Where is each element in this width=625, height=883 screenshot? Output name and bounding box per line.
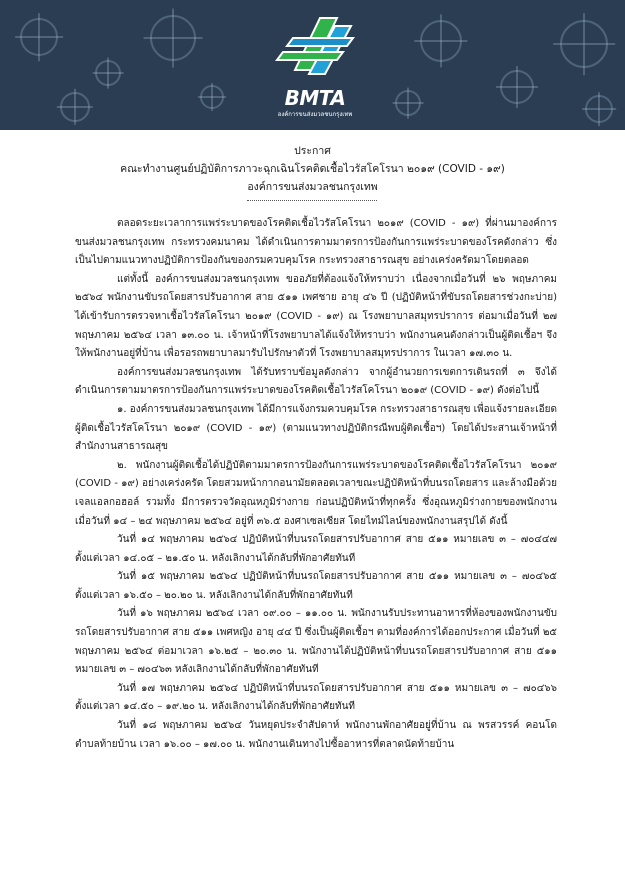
list-item: ๑. องค์การขนส่งมวลชนกรุงเทพ ได้มีการแจ้งกรมควบคุมโรค กระทรวงสาธารณสุข เพื่อแจ้งรายละเอียดผู้ติดเชื้อไวรัสโคโรนา ๒๐๑๙ (COVID - ๑๙) (ตามแนวทางปฏิบัติกรณีพบผู้ติดเชื้อฯ) โดยได้ประสานเจ้าหน้าที่สำนักงานสาธารณสุข (75, 403, 557, 453)
virus-decoration-icon (420, 20, 462, 62)
virus-decoration-icon (60, 92, 90, 122)
timeline-entry: วันที่ ๑๔ พฤษภาคม ๒๕๖๔ ปฏิบัติหน้าที่บนรถโดยสารปรับอากาศ สาย ๕๑๑ หมายเลข ๓ – ๗๐๔๔๗ ตั้งแต่เวลา ๑๔.๐๕ – ๒๑.๕๐ น. หลังเลิกงานได้กลับที่พักอาศัยทันที (75, 534, 557, 564)
virus-decoration-icon (150, 15, 196, 61)
timeline-entry: วันที่ ๑๕ พฤษภาคม ๒๕๖๔ ปฏิบัติหน้าที่บนรถโดยสารปรับอากาศ สาย ๕๑๑ หมายเลข ๓ – ๗๐๔๖๕ ตั้งแต่เวลา ๑๖.๕๐ – ๒๐.๒๐ น. หลังเลิกงานได้กลับที่พักอาศัยทันที (75, 571, 557, 601)
announcement-label: ประกาศ (294, 145, 331, 157)
virus-decoration-icon (585, 95, 613, 123)
timeline-entry: วันที่ ๑๘ พฤษภาคม ๒๕๖๔ วันหยุดประจำสัปดาห์ พนักงานพักอาศัยอยู่ที่บ้าน ณ พรสวรรค์ คอนโด ตำบลท้ายบ้าน เวลา ๑๖.๐๐ – ๑๗.๐๐ น. พนักงานเดินทางไปซื้ออาหารที่ตลาดนัดท้ายบ้าน (75, 720, 557, 750)
header-banner (0, 0, 625, 130)
virus-decoration-icon (395, 90, 421, 116)
announcement-title: คณะทำงานศูนย์ปฏิบัติการภาวะฉุกเฉินโรคติดเชื้อไวรัสโคโรนา ๒๐๑๙ (COVID - ๑๙) (120, 163, 505, 175)
virus-decoration-icon (20, 18, 58, 56)
paragraph: องค์การขนส่งมวลชนกรุงเทพ ได้รับทราบข้อมูลดังกล่าว จากผู้อำนวยการเขตการเดินรถที่ ๓ จึงได้ดำเนินการตามมาตรการป้องกันการแพร่ระบาดของโรคติดเชื้อไวรัสโคโรนา ๒๐๑๙ (COVID - ๑๙) ดังต่อไปนี้ (75, 366, 557, 397)
virus-decoration-icon (560, 20, 608, 68)
logo-subtitle: องค์การขนส่งมวลชนกรุงเทพ (277, 111, 353, 118)
virus-decoration-icon (95, 60, 121, 86)
list-item: ๒. พนักงานผู้ติดเชื้อได้ปฏิบัติตามมาตรการป้องกันการแพร่ระบาดของโรคติดเชื้อไวรัสโคโรนา ๒๐๑๙ (COVID - ๑๙) อย่างเคร่งครัด โดยสวมหน้ากากอนามัยตลอดเวลาขณะปฏิบัติหน้าที่บนรถโดยสาร และล้างมือด้วยเจลแอลกอฮอล์ รวมทั้ง มีการตรวจวัดอุณหภูมิร่างกาย ก่อนปฏิบัติหน้าที่ทุกครั้ง ซึ่งอุณหภูมิร่างกายของพนักงาน เมื่อวันที่ ๑๔ – ๒๔ พฤษภาคม ๒๕๖๔ อยู่ที่ ๓๖.๕ องศาเซลเซียส โดยไทม์ไลน์ของพนักงานสรุปได้ ดังนี้ (75, 459, 557, 527)
paragraph: แต่ทั้งนี้ องค์การขนส่งมวลชนกรุงเทพ ขออภัยที่ต้องแจ้งให้ทราบว่า เนื่องจากเมื่อวันที่ ๒๖ พฤษภาคม ๒๕๖๔ พนักงานขับรถโดยสารปรับอากาศ สาย ๕๑๑ เพศชาย อายุ ๔๖ ปี (ปฏิบัติหน้าที่ขับรถโดยสารช่วงกะบ่าย) ได้เข้ารับการตรวจหาเชื้อไวรัสโคโรนา ๒๐๑๙ (COVID - ๑๙) ณ โรงพยาบาลสมุทรปราการ ต่อมาเมื่อวันที่ ๒๗ พฤษภาคม ๒๕๖๔ เวลา ๑๓.๐๐ น. เจ้าหน้าที่โรงพยาบาลได้แจ้งให้ทราบว่า พนักงานคนดังกล่าวเป็นผู้ติดเชื้อฯ จึงให้พนักงานอยู่ที่บ้าน เพื่อรอรถพยาบาลมารับไปรักษาตัวที่ โรงพยาบาลสมุทรปราการ ในเวลา ๑๗.๓๐ น. (75, 273, 557, 360)
announcement-header (30, 142, 595, 196)
timeline-entry: วันที่ ๑๗ พฤษภาคม ๒๕๖๔ ปฏิบัติหน้าที่บนรถโดยสารปรับอากาศ สาย ๕๑๑ หมายเลข ๓ – ๗๐๔๖๖ ตั้งแต่เวลา ๑๔.๕๐ – ๑๙.๒๐ น. หลังเลิกงานได้กลับที่พักอาศัยทันที (75, 682, 557, 713)
bmta-emblem-icon (265, 8, 365, 88)
virus-decoration-icon (500, 70, 534, 104)
timeline-entry: วันที่ ๑๖ พฤษภาคม ๒๕๖๔ เวลา ๐๙.๐๐ – ๑๑.๐๐ น. พนักงานรับประทานอาหารที่ห้องของพนักงานขับรถโดยสารปรับอากาศ สาย ๕๑๑ เพศหญิง อายุ ๔๔ ปี ซึ่งเป็นผู้ติดเชื้อฯ ตามที่องค์การได้ออกประกาศ เมื่อวันที่ ๒๕ พฤษภาคม ๒๕๖๔ ต่อมาเวลา ๑๖.๒๕ – ๒๐.๓๐ น. พนักงานได้ปฏิบัติหน้าที่บนรถโดยสารปรับอากาศ สาย ๕๑๑ หมายเลข ๓ – ๗๐๔๖๓ หลังเลิกงานได้กลับที่พักอาศัยทันที (75, 608, 557, 676)
dotted-divider (247, 200, 377, 201)
virus-decoration-icon (200, 85, 224, 109)
organization-name: องค์การขนส่งมวลชนกรุงเทพ (247, 181, 378, 193)
bmta-logo (265, 8, 365, 126)
paragraph: ตลอดระยะเวลาการแพร่ระบาดของโรคติดเชื้อไวรัสโคโรนา ๒๐๑๙ (COVID - ๑๙) ที่ผ่านมาองค์การขนส่งมวลชนกรุงเทพ กระทรวงคมนาคม ได้ดำเนินการตามมาตรการป้องกันการแพร่ระบาดของโรคดังกล่าว ซึ่งเป็นไปตามแนวทางปฏิบัติการป้องกันของกรมควบคุมโรค กระทรวงสาธารณสุข อย่างเคร่งครัดมาโดยตลอด (75, 218, 557, 267)
logo-wordmark: BMTA (284, 86, 346, 110)
announcement-body (75, 215, 557, 754)
